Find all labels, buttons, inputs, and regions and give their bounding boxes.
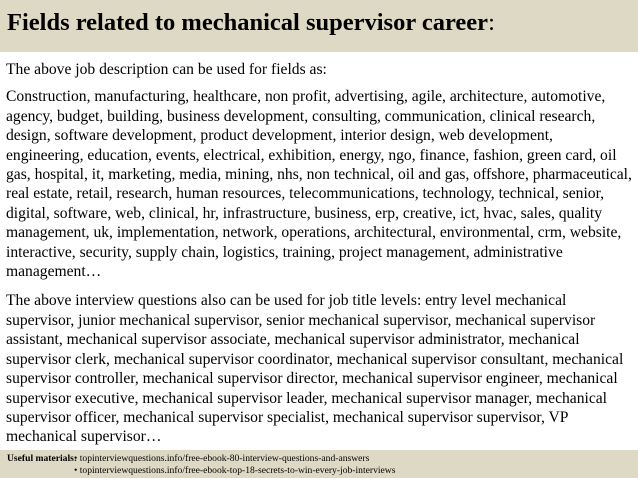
content-body	[6, 60, 634, 447]
footer-bar	[0, 450, 638, 478]
fields-paragraph: Construction, manufacturing, healthcare, non profit, advertising, agile, architecture, automotive, agency, budget, building, business development, consulting, communication, clinical research, design, software development, product development, interior design, web development, engineering, education, events, electrical, exhibition, energy, ngo, finance, fashion, green card, oil gas, hospital, it, marketing, media, mining, nhs, non technical, oil and gas, offshore, pharmaceutical, real estate, retail, research, human resources, telecommunications, technology, technical, senior, digital, software, web, clinical, hr, infrastructure, business, erp, creative, ict, hvac, sales, quality management, uk, implementation, network, operations, architectural, environmental, crm, website, interactive, security, supply chain, logistics, training, project management, administrative management…	[6, 88, 632, 281]
footer-link-1[interactable]: • topinterviewquestions.info/free-ebook-80-interview-questions-and-answers	[74, 453, 370, 464]
footer-row-1	[7, 453, 638, 465]
title-bar	[0, 0, 638, 52]
page-title	[7, 9, 495, 36]
levels-paragraph: The above interview questions also can be used for job title levels: entry level mechanical supervisor, junior mechanical supervisor, senior mechanical supervisor, mechanical supervisor assistant, mechanical supervisor associate, mechanical supervisor administrator, mechanical supervisor clerk, mechanical supervisor coordinator, mechanical supervisor consultant, mechanical supervisor controller, mechanical supervisor director, mechanical supervisor engineer, mechanical supervisor executive, mechanical supervisor leader, mechanical supervisor manager, mechanical supervisor officer, mechanical supervisor specialist, mechanical supervisor supervisor, VP mechanical supervisor…	[6, 292, 624, 446]
footer-spacer	[7, 465, 74, 477]
intro-paragraph: The above job description can be used for fields as:	[6, 61, 327, 78]
footer-link-2[interactable]: • topinterviewquestions.info/free-ebook-top-18-secrets-to-win-every-job-interviews	[74, 465, 396, 476]
page-title-text: Fields related to mechanical supervisor career	[7, 9, 489, 36]
footer-label: Useful materials:	[7, 453, 78, 464]
footer-row-2	[7, 465, 638, 477]
page-title-colon: :	[488, 9, 495, 36]
